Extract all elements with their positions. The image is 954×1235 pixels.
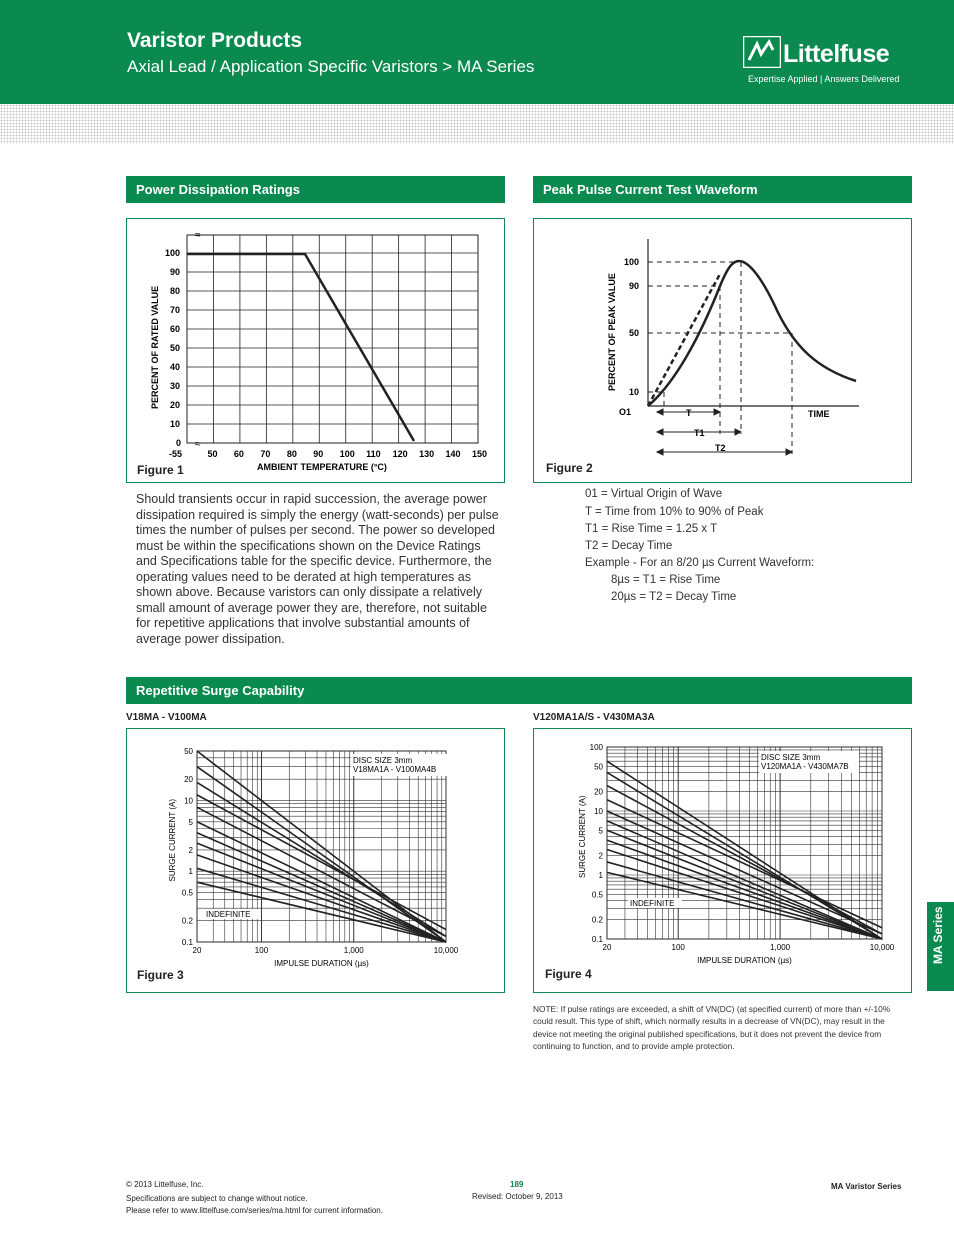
surge-ytick: 10 (594, 807, 603, 816)
fig1-xtick: -55 (169, 449, 183, 459)
surge-ytick: 20 (184, 775, 193, 785)
figure-1-label: Figure 1 (137, 463, 184, 477)
surge-ytick: 0.5 (181, 888, 193, 898)
surge-xtick: 20 (602, 943, 612, 952)
surge-curve (197, 833, 446, 942)
figure-4-title: V120MA1A/S - V430MA3A (533, 712, 655, 723)
section-repetitive-surge: Repetitive Surge Capability (126, 677, 912, 704)
axis-break-top-icon: ≈ (195, 230, 201, 241)
indefinite-label: INDEFINITE (206, 910, 251, 919)
surge-curve (607, 786, 882, 934)
brand-tagline: Expertise Applied | Answers Delivered (748, 74, 900, 84)
fig1-ytick: 90 (170, 267, 181, 277)
arrowhead-icon (786, 449, 792, 455)
page-number: 189 (510, 1180, 524, 1189)
fig1-xtick: 140 (445, 449, 461, 459)
arrowhead-icon (657, 449, 663, 455)
fig1-ylabel: PERCENT OF RATED VALUE (150, 285, 160, 409)
fig1-xtick: 50 (207, 449, 218, 459)
surge-ylabel: SURGE CURRENT (A) (578, 795, 587, 878)
surge-xtick: 20 (192, 946, 202, 955)
peak-pulse-waveform-chart (534, 219, 911, 482)
page-title: Varistor Products (127, 29, 303, 52)
fig1-xtick: 70 (260, 449, 271, 459)
fig1-ytick: 10 (170, 419, 181, 429)
fig1-xtick: 80 (286, 449, 297, 459)
surge-curve (607, 811, 882, 934)
surge-xlabel: IMPULSE DURATION (µs) (697, 956, 792, 965)
surge-ytick: 2 (188, 845, 193, 855)
surge-xtick: 100 (671, 943, 685, 952)
surge-ytick: 5 (598, 826, 603, 836)
footer-revised: Revised: October 9, 2013 (472, 1192, 563, 1201)
fig2-t-label: T (686, 408, 692, 418)
footer-spec-notice: Specifications are subject to change without notice. (126, 1194, 308, 1203)
surge-ytick: 20 (594, 787, 603, 797)
fig2-ytick-50: 50 (629, 328, 640, 338)
surge-ytick: 0.2 (591, 915, 603, 925)
fig1-ytick: 50 (170, 343, 181, 353)
fig1-ytick: 40 (170, 362, 181, 372)
figure-3-box (126, 728, 505, 993)
legend-origin: 01 = Virtual Origin of Wave (585, 488, 723, 500)
fig1-xtick: 60 (233, 449, 244, 459)
derating-curve (187, 254, 414, 441)
section-peak-pulse-waveform: Peak Pulse Current Test Waveform (533, 176, 912, 203)
surge-xtick: 1,000 (770, 943, 791, 952)
legend-decay: 20µs = T2 = Decay Time (611, 591, 737, 603)
surge-capability-chart-v120ma (534, 729, 911, 992)
dot-pattern-band (0, 104, 954, 144)
figure-2-box (533, 218, 912, 483)
waveform-dashed-line (648, 274, 720, 406)
surge-ytick: 0.1 (181, 938, 193, 947)
fig1-xtick: 120 (392, 449, 408, 459)
fig1-xtick: 150 (472, 449, 488, 459)
figure-4-label: Figure 4 (545, 967, 592, 981)
figure-3-title: V18MA - V100MA (126, 712, 207, 723)
surge-xtick: 100 (254, 946, 269, 955)
surge-ytick: 2 (598, 851, 603, 861)
side-tab-label: MA Series (931, 906, 945, 964)
surge-curve (197, 822, 446, 942)
axis-break-bottom-icon: ≈ (195, 439, 201, 450)
fig1-ytick: 70 (170, 305, 181, 315)
footer-copyright: © 2013 Littelfuse, Inc. (126, 1180, 204, 1189)
fig2-ytick-90: 90 (629, 281, 640, 291)
brand-logo-text: Littelfuse (783, 40, 890, 68)
disc-size-label: DISC SIZE 3mm (353, 756, 413, 765)
section-power-dissipation: Power Dissipation Ratings (126, 176, 505, 203)
derating-paragraph: Should transients occur in rapid succession, the average power dissipation required is simply the energy (watt-seconds) per pulse times the number of pulses per second. The power so developed must be within the specifications shown on the Device Ratings and Specifications table for the specific device. Furthermore, the operating values need to be derated at high temperatures as shown above. Because varistors can only dissipate a relatively small amount of average power they are, therefore, not suitable for repetitive applications that involve substantial amounts of average power dissipation. (136, 492, 499, 646)
power-derating-chart (127, 219, 504, 482)
surge-xlabel: IMPULSE DURATION (µs) (274, 959, 369, 968)
surge-ytick: 0.1 (591, 935, 603, 944)
fig1-xlabel: AMBIENT TEMPERATURE (°C) (257, 462, 387, 472)
fig1-ytick: 30 (170, 381, 181, 391)
fig1-xtick: 90 (313, 449, 324, 459)
side-tab (927, 902, 954, 991)
fig1-xtick: 100 (339, 449, 355, 459)
fig2-t1-label: T1 (694, 428, 705, 438)
surge-capability-chart-v18ma (127, 729, 504, 992)
arrowhead-icon (657, 409, 663, 415)
legend-t: T = Time from 10% to 90% of Peak (585, 506, 764, 518)
figure-1-box (126, 218, 505, 483)
surge-xtick: 1,000 (343, 946, 364, 955)
fig2-t2-label: T2 (715, 443, 726, 453)
footer-spec-link: Please refer to www.littelfuse.com/series/ma.html for current information. (126, 1206, 383, 1215)
surge-curve (197, 855, 446, 942)
pulse-rating-note: NOTE: If pulse ratings are exceeded, a shift of VN(DC) (at specified current) of more than +/-10% could result. This type of shift, which normally results in a decrease of VN(DC), may result in the device not meeting the original published specifications, but it does not prevent the device from continuing to function, and to provide ample protection. (533, 1004, 891, 1052)
surge-ytick: 100 (589, 743, 603, 752)
fig1-xtick: 130 (419, 449, 435, 459)
fig2-time-label: TIME (808, 409, 830, 419)
disc-size-label: DISC SIZE 3mm (761, 753, 821, 762)
fig2-ytick-10: 10 (629, 387, 640, 397)
fig1-ytick: 20 (170, 400, 181, 410)
fig1-ytick: 80 (170, 286, 181, 296)
fig1-plot-area (187, 235, 478, 443)
surge-xtick: 10,000 (869, 943, 895, 952)
fig2-ytick-100: 100 (624, 257, 640, 267)
fig1-xtick: 110 (366, 449, 381, 459)
legend-example: Example - For an 8/20 µs Current Waveform: (585, 557, 815, 569)
fig2-ylabel: PERCENT OF PEAK VALUE (607, 273, 617, 391)
footer-series: MA Varistor Series (831, 1182, 902, 1191)
surge-ylabel: SURGE CURRENT (A) (168, 798, 177, 882)
arrowhead-icon (657, 429, 663, 435)
legend-t1: T1 = Rise Time = 1.25 x T (585, 523, 718, 535)
surge-ytick: 50 (184, 747, 193, 756)
figure-3-label: Figure 3 (137, 968, 184, 982)
indefinite-label: INDEFINITE (630, 899, 675, 908)
disc-models-label: V120MA1A - V430MA7B (761, 762, 849, 771)
surge-ytick: 0.5 (591, 890, 603, 900)
fig1-ytick: 100 (165, 248, 181, 258)
surge-ytick: 10 (184, 796, 193, 806)
surge-ytick: 1 (188, 867, 193, 877)
fig2-origin-label: O1 (619, 407, 632, 417)
surge-xtick: 10,000 (433, 946, 459, 955)
arrowhead-icon (735, 429, 741, 435)
surge-plot-area (607, 747, 882, 939)
arrowhead-icon (714, 409, 720, 415)
littelfuse-logo-icon (743, 36, 781, 68)
legend-rise: 8µs = T1 = Rise Time (611, 574, 721, 586)
surge-ytick: 0.2 (181, 916, 193, 926)
page-subtitle: Axial Lead / Application Specific Varistors > MA Series (127, 57, 535, 76)
surge-ytick: 5 (188, 817, 193, 827)
disc-models-label: V18MA1A - V100MA4B (353, 765, 437, 774)
surge-curve (197, 868, 446, 942)
figure-4-box (533, 728, 912, 993)
surge-curve (607, 821, 882, 939)
fig1-ytick: 0 (176, 438, 182, 448)
fig1-ytick: 60 (170, 324, 181, 334)
surge-ytick: 50 (594, 762, 603, 772)
surge-ytick: 1 (598, 871, 603, 880)
legend-t2: T2 = Decay Time (585, 540, 673, 552)
figure-2-label: Figure 2 (546, 461, 593, 475)
